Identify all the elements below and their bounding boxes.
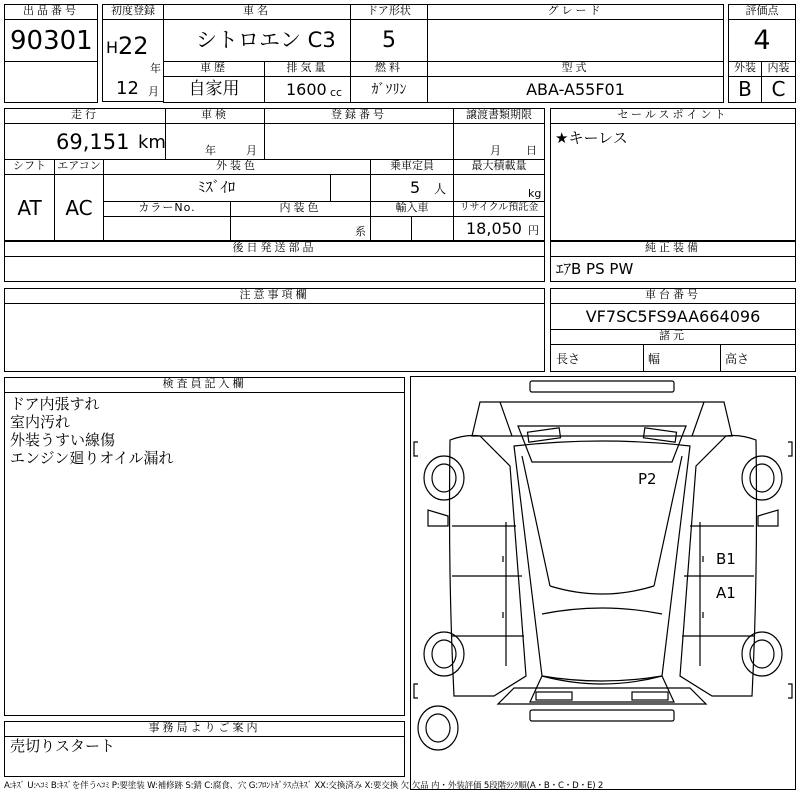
height-label: 高さ xyxy=(725,352,750,366)
transfer-day-unit: 日 xyxy=(526,144,537,157)
inspector-label: 検査員記入欄 xyxy=(4,377,405,393)
exterior-color-label: 外装色 xyxy=(103,159,371,175)
year-unit: 年 xyxy=(150,62,161,75)
fuel-value: ｶﾞｿﾘﾝ xyxy=(371,82,407,98)
shift-label: シフト xyxy=(4,159,55,175)
inspection-year-unit: 年 xyxy=(205,144,216,157)
lot-number: 90301 xyxy=(10,26,93,56)
office-label: 事務局よりご案内 xyxy=(4,721,405,737)
import-box xyxy=(370,216,412,241)
shift-value: AT xyxy=(17,196,42,220)
color-number-label: カラーNo. xyxy=(103,201,231,217)
inspector-line: ドア内張すれ xyxy=(10,395,100,413)
capacity-unit: 人 xyxy=(434,182,447,196)
recycle-unit: 円 xyxy=(528,224,539,237)
aircon-value: AC xyxy=(65,196,93,220)
later-parts-label: 後日発送部品 xyxy=(4,241,545,257)
registration-number-label: 登録番号 xyxy=(264,108,454,124)
inspector-line: エンジン廻りオイル漏れ xyxy=(10,449,174,467)
notes-label: 注意事項欄 xyxy=(4,288,545,304)
dimensions-label: 諸元 xyxy=(550,329,796,345)
interior-color-label: 内装色 xyxy=(230,201,371,217)
interior-grade: C xyxy=(771,77,786,101)
damage-mark-a1: A1 xyxy=(716,584,736,602)
model-value: ABA-A55F01 xyxy=(526,80,625,99)
exterior-grade-label: 外装 xyxy=(728,61,762,77)
exterior-grade: B xyxy=(738,77,752,101)
max-load-unit: kg xyxy=(528,187,542,200)
score-label: 評価点 xyxy=(728,4,796,20)
door-type-label: ドア形状 xyxy=(350,4,428,20)
selling-points-label: セールスポイント xyxy=(550,108,796,124)
max-load-label: 最大積載量 xyxy=(453,159,545,175)
chassis-label: 車台番号 xyxy=(550,288,796,304)
inspection-label: 車検 xyxy=(165,108,265,124)
recycle-value: 18,050 xyxy=(466,219,522,238)
inspection-month-unit: 月 xyxy=(246,144,257,157)
notes-box xyxy=(4,303,545,372)
exterior-color-value: ﾐｽﾞｲﾛ xyxy=(197,178,236,196)
grade-label: グレード xyxy=(427,4,724,20)
damage-mark-p2: P2 xyxy=(638,470,657,488)
grade-box xyxy=(427,19,724,62)
import-box-2 xyxy=(411,216,454,241)
model-label: 型式 xyxy=(427,61,724,77)
displacement-value: 1600 xyxy=(286,80,327,99)
damage-mark-b1: B1 xyxy=(716,550,736,568)
month-unit: 月 xyxy=(148,85,159,98)
door-count: 5 xyxy=(382,28,396,53)
equipment-text: ｴｱB PS PW xyxy=(556,260,634,278)
car-name-label: 車名 xyxy=(163,4,351,20)
registration-year: 22 xyxy=(118,32,149,60)
score-value: 4 xyxy=(753,25,771,56)
fuel-label: 燃料 xyxy=(350,61,428,77)
mileage-label: 走行 xyxy=(4,108,166,124)
capacity-value: 5 xyxy=(410,178,421,197)
chassis-number: VF7SC5FS9AA664096 xyxy=(585,307,761,326)
aircon-label: エアコン xyxy=(54,159,104,175)
era-letter: H xyxy=(106,38,119,57)
interior-color-box xyxy=(230,216,371,241)
displacement-unit: cc xyxy=(330,86,343,99)
interior-grade-label: 内装 xyxy=(761,61,796,77)
later-parts-box xyxy=(4,256,545,282)
displacement-label: 排気量 xyxy=(264,61,351,77)
length-label: 長さ xyxy=(556,352,581,366)
transfer-month-unit: 月 xyxy=(490,144,501,157)
inspector-line: 室内汚れ xyxy=(10,413,71,431)
car-name: シトロエン C3 xyxy=(196,28,336,52)
office-text: 売切りスタート xyxy=(10,737,116,755)
mileage-value: 69,151 xyxy=(56,130,130,154)
capacity-label: 乗車定員 xyxy=(370,159,454,175)
history-value: 自家用 xyxy=(188,79,240,99)
registration-month: 12 xyxy=(116,78,139,99)
lot-number-sub-box xyxy=(4,61,98,103)
first-registration-label: 初度登録 xyxy=(102,4,164,20)
import-label: 輸入車 xyxy=(370,201,454,217)
exterior-color-divider xyxy=(330,174,371,202)
recycle-label: リサイクル預託金 xyxy=(453,201,545,217)
mileage-unit: km xyxy=(138,132,166,153)
transfer-deadline-label: 譲渡書類期限 xyxy=(453,108,545,124)
color-number-box xyxy=(103,216,231,241)
interior-color-unit: 系 xyxy=(355,225,366,238)
history-label: 車歴 xyxy=(163,61,265,77)
inspector-line: 外装うすい線傷 xyxy=(10,431,116,449)
equipment-label: 純正装備 xyxy=(550,241,796,257)
lot-number-label: 出品番号 xyxy=(4,4,98,20)
legend-text: A:ｷｽﾞ U:ﾍｺﾐ B:ｷｽﾞを伴うﾍｺﾐ P:要塗装 W:補修跡 S:錆 C:腐食、穴 G:ﾌﾛﾝﾄｶﾞﾗｽ点ｷｽﾞ XX:交換済み X:要交換 欠:欠品 内・外装評価 5段階ﾗﾝｸ順(A・B・C・D・E) 2 xyxy=(4,781,604,791)
width-label: 幅 xyxy=(648,352,661,366)
selling-points-text: ★キーレス xyxy=(555,129,628,147)
registration-number-box xyxy=(264,123,454,160)
car-body-diagram xyxy=(410,376,796,790)
